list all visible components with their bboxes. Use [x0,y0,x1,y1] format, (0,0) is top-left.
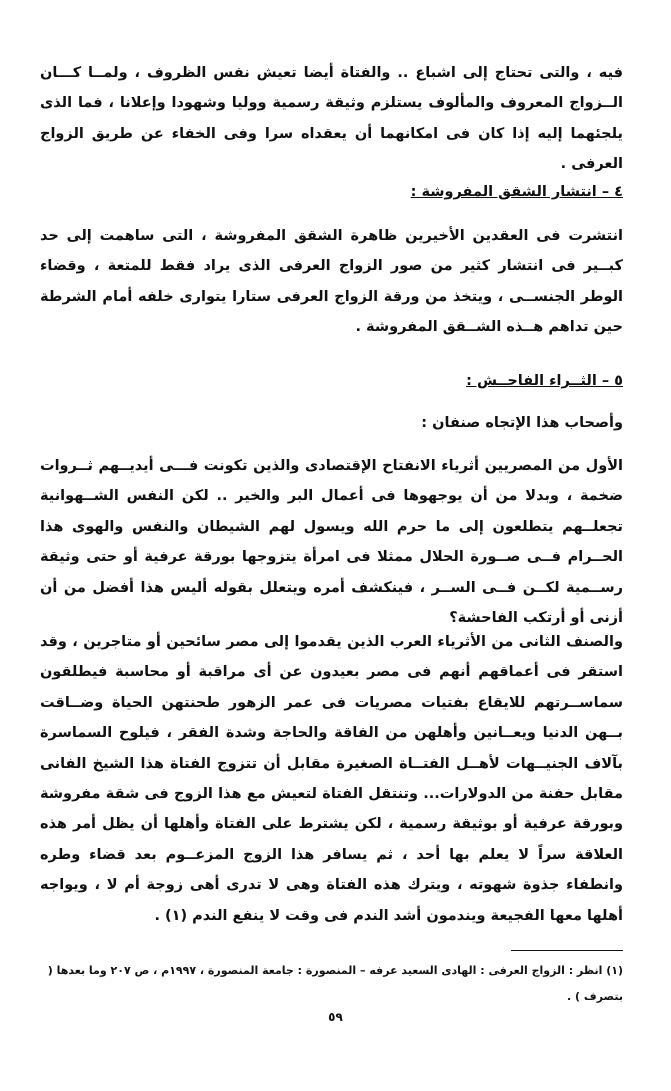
section-heading-excessive-wealth: ٥ – الثــراء الفاحــش : [466,373,623,389]
paragraph-two-types: وأصحاب هذا الإتجاه صنفان : [421,415,623,431]
paragraph-marriage-conditions: فيه ، والتى تحتاج إلى اشباع .. والفتاة أيضا تعيش نفس الظروف ، ولمــا كـــان الــزواج المعروف والمألوف يستلزم وثيقة رسمية ووليا وشهودا وإعلانا ، فما الذى يلجئهما إليه إذا كان فى امكانهما أن يعقداه سرا وفى الخفاء عن طريق الزواج العرفى . [40,65,623,173]
page-number: ٥٩ [328,1010,343,1024]
footnote: (١) انظر : الزواج العرفى : الهادى السعيد عرفه – المنصورة : جامعة المنصورة ، ١٩٩٧م ، ص ٢٠٧ وما بعدها ( بتصرف ) . [47,964,623,1003]
section-heading-furnished-apartments: ٤ – انتشار الشقق المفروشة : [410,184,623,200]
paragraph-furnished-apartments: انتشرت فى العقدين الأخيرين ظاهرة الشقق المفروشة ، التى ساهمت إلى حد كبــير فى انتشار كثير من صور الزواج العرفى الذى يراد فقط للمتعة ، وقضاء الوطر الجنســى ، ويتخذ من ورقة الزواج العرفى ستارا يتوارى خلفه أمام الشرطة حين تداهم هــذه الشــقق المفروشة . [40,228,623,336]
paragraph-second-type: والصنف الثانى من الأثرياء العرب الذين يقدموا إلى مصر سائحين أو متاجرين ، وقد استقر فى أعماقهم أنهم فى مصر بعيدون عن أى مراقبة أو محاسبة فيطلقون سماســرتهم للايقاع بفتيات مصريات فى عمر الزهور طحنتهن الحياة وضــاقت بــهن الدنيا ويعــانين وأهلهن من الفاقة والحاجة وشدة الفقر ، فيلوح السماسرة بآلاف الجنيــهات لأهــل الفتــاة الصغيرة مقابل أن تتزوج الفتاة هذا الشيخ الفانى مقابل حفنة من الدولارات... وتنتقل الفتاة لتعيش مع هذا الزوج فى شقة مفروشة وبورقة عرفية أو بوثيقة رسمية ، لكن يشترط على الفتاة وأهلها أن يظل أمر هذه العلاقة سراً لا يعلم بها أحد ، ثم يسافر هذا الزوج المزعــوم بعد قضاء وطره وانطفاء جذوة شهوته ، ويترك هذه الفتاة وهى لا تدرى أهى زوجة أم لا ، ويواجه أهلها معها الفجيعة ويندمون أشد الندم فى وقت لا ينفع الندم (١) . [40,634,623,924]
footnote-divider [511,950,623,951]
paragraph-first-type: الأول من المصريين أثرياء الانفتاح الإقتصادى والذين تكونت فـــى أيديــهم ثــروات ضخمة ، وبدلا من أن يوجهوها فى أعمال البر والخير .. لكن النفس الشــهوانية تجعلــهم يتطلعون إلى ما حرم الله ويسول لهم الشيطان والنفس والهوى هذا الحــرام فــى صــورة الحلال ممثلا فى امرأة يتزوجها بورقة عرفية أو حتى وثيقة رســمية لكــن فــى الســر ، فينكشف أمره ويتعلل بقوله أليس هذا أفضل من أن أزنى أو أرتكب الفاحشة؟ [40,458,623,627]
